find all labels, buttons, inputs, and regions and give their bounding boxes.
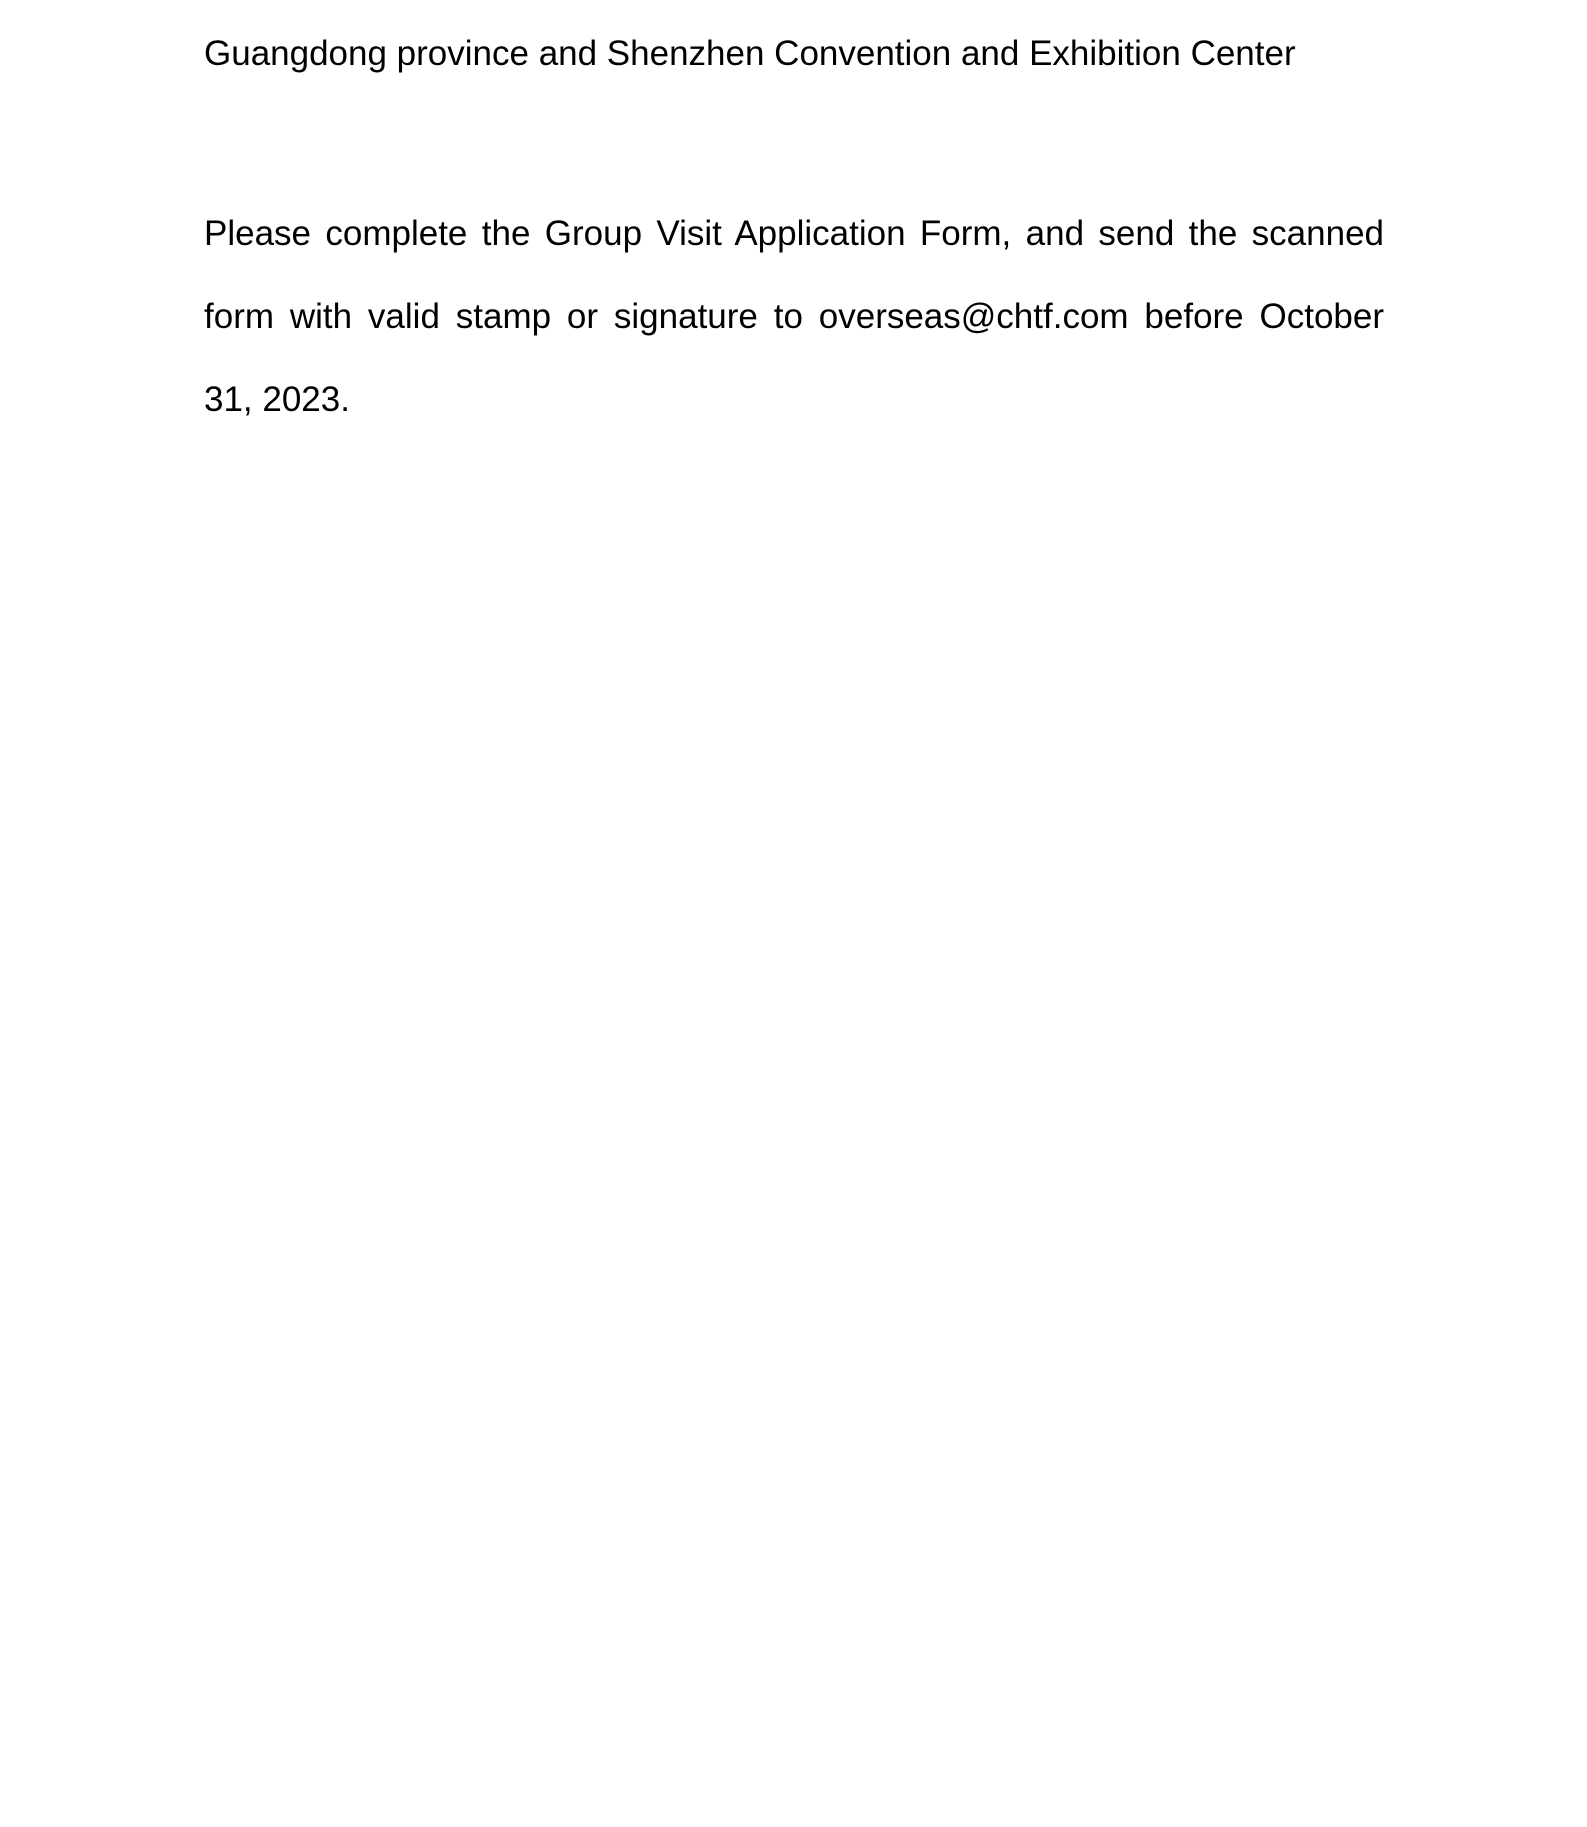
continued-text-line: Guangdong province and Shenzhen Convention and Exhibition Center bbox=[204, 34, 1296, 73]
instruction-paragraph: Please complete the Group Visit Application Form, and send the scanned form with valid stamp or signature to overseas@chtf.com before October 31, 2023. bbox=[204, 214, 1384, 419]
